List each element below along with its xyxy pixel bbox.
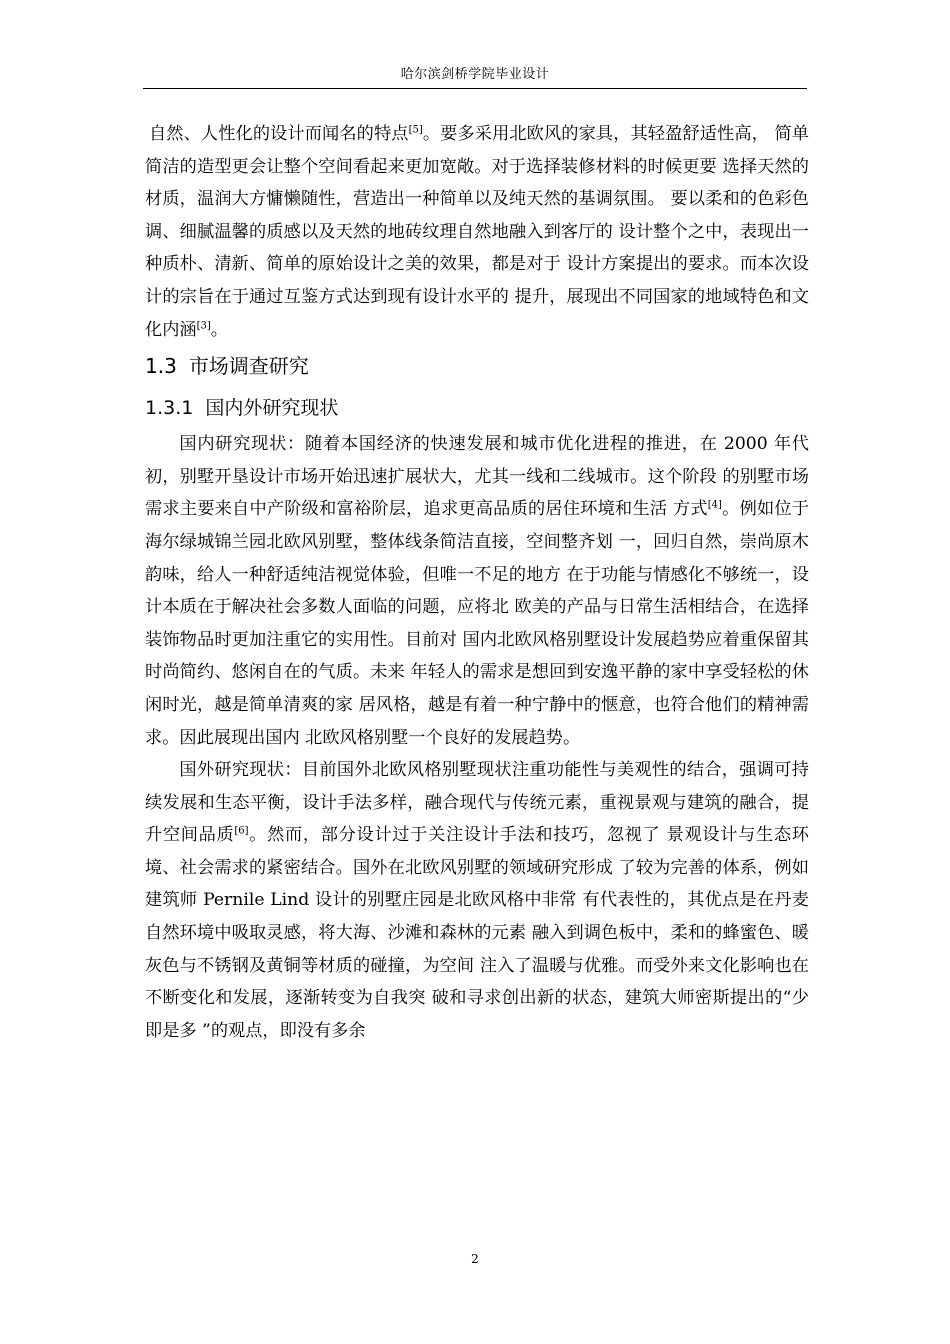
section-number: 1.3.1 bbox=[145, 397, 194, 420]
paragraph-text: 国内研究现状：随着本国经济的快速发展和城市优化进程的推进，在 2000 年代初，别墅开垦设计市场开始迅速扩展状大，尤其一线和二线城市。这个阶段 的别墅市场需求主要来自中产阶级和富裕阶层，追求更高品质的居住环境和生活 方式 bbox=[145, 434, 809, 520]
paragraph-text: 自然、人性化的设计而闻名的特点 bbox=[149, 124, 409, 144]
section-title: 市场调查研究 bbox=[188, 354, 309, 379]
section-title: 国内外研究现状 bbox=[205, 397, 339, 420]
citation-ref: [4] bbox=[707, 499, 722, 511]
citation-ref: [5] bbox=[408, 124, 423, 136]
header-title: 哈尔滨剑桥学院毕业设计 bbox=[400, 67, 550, 82]
paragraph-intro bbox=[145, 118, 809, 346]
section-heading-1-3-1 bbox=[145, 388, 809, 428]
paragraph-text: 。然而，部分设计过于关注设计手法和技巧，忽视了 景观设计与生态环境、社会需求的紧密结合。国外在北欧风别墅的领域研究形成 了较为完善的体系，例如建筑师 Pernile Lind 设计的别墅庄园是北欧风格中非常 有代表性的，其优点是在丹麦自然环境中吸取灵感，将大海、沙滩和森林的元素 融入到调色板中，柔和的蜂蜜色、暖灰色与不锈钢及黄铜等材质的碰撞，为空间 注入了温暖与优雅。而受外来文化影响也在不断变化和发展，逐渐转变为自我突 破和寻求创出新的状态，建筑大师密斯提出的“少即是多 ”的观点，即没有多余 bbox=[145, 825, 809, 1041]
citation-ref: [3] bbox=[196, 319, 211, 331]
citation-ref: [6] bbox=[234, 825, 249, 837]
paragraph-text: 。例如位于海尔绿城锦兰园北欧风别墅，整体线条简洁直接，空间整齐划 一，回归自然，崇尚原木韵味，给人一种舒适纯洁视觉体验，但唯一不足的地方 在于功能与情感化不够统一，设计本质在于解决社会多数人面临的问题，应将北 欧美的产品与日常生活相结合，在选择装饰物品时更加注重它的实用性。目前对 国内北欧风格别墅设计发展趋势应着重保留其时尚简约、悠闲自在的气质。未来 年轻人的需求是想回到安逸平静的家中享受轻松的休闲时光，越是简单清爽的家 居风格，越是有着一种宁静中的惬意，也符合他们的精神需求。因此展现出国内 北欧风格别墅一个良好的发展趋势。 bbox=[145, 499, 809, 748]
document-body bbox=[145, 118, 809, 1047]
paragraph-text: 。要多采用北欧风的家具，其轻盈舒适性高， 简单简洁的造型更会让整个空间看起来更加宽敞。对于选择装修材料的时候更要 选择天然的材质，温润大方慵懒随性，营造出一种简单以及纯天然的基调氛围。 要以柔和的色彩色调、细腻温馨的质感以及天然的地砖纹理自然地融入到客厅的 设计整个之中，表现出一种质朴、清新、简单的原始设计之美的效果，都是对于 设计方案提出的要求。而本次设计的宗旨在于通过互鉴方式达到现有设计水平的 提升，展现出不同国家的地域特色和文化内涵 bbox=[145, 124, 809, 340]
section-number: 1.3 bbox=[145, 354, 177, 379]
page-header bbox=[143, 62, 807, 89]
section-heading-1-3 bbox=[145, 346, 809, 386]
paragraph-domestic-research bbox=[145, 428, 809, 754]
paragraph-text: 国外研究现状：目前国外北欧风格别墅现状注重功能性与美观性的结合，强调可持续发展和生态平衡，设计手法多样，融合现代与传统元素，重视景观与建筑的融合，提升空间品质 bbox=[145, 760, 809, 846]
paragraph-text: 。 bbox=[210, 319, 228, 340]
paragraph-foreign-research bbox=[145, 754, 809, 1047]
page-number: 2 bbox=[471, 1252, 479, 1266]
